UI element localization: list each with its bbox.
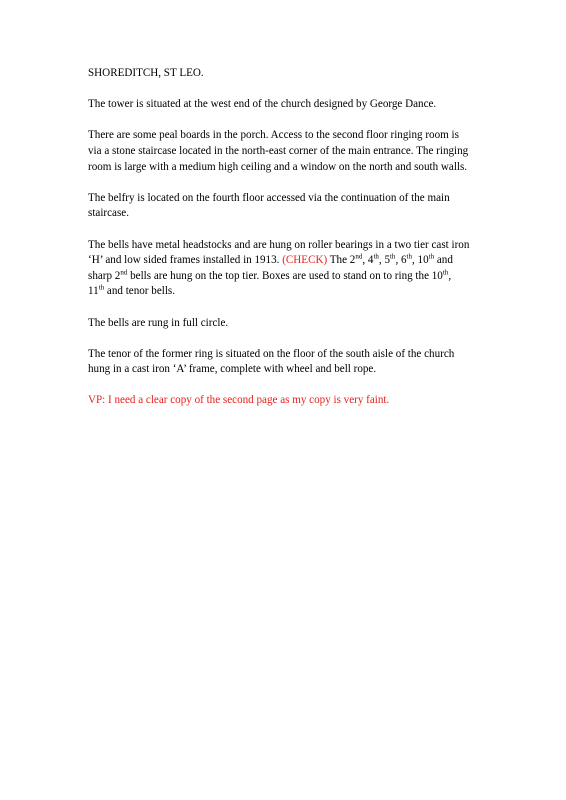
paragraph-line: room is large with a medium high ceiling and a window on the north and south walls. [88,160,468,173]
check-note: (CHECK) [282,254,328,267]
ordinal-suffix: th [442,268,449,277]
paragraph-bells-frames [88,238,488,300]
paragraph-text: bells are hung on the top tier. Boxes are used to stand on to ring the 10 [127,269,443,282]
document-body [88,66,488,425]
paragraph-former-tenor [88,347,488,378]
ordinal-suffix: nd [355,252,363,261]
paragraph-line: staircase. [88,207,129,220]
paragraph-text: and [434,254,453,267]
paragraph-full-circle [88,316,488,332]
paragraph-line: There are some peal boards in the porch. Access to the second floor ringing room is [88,129,459,142]
ordinal-suffix: nd [120,268,128,277]
paragraph-line: The belfry is located on the fourth floor accessed via the continuation of the main [88,191,450,204]
paragraph-line: via a stone staircase located in the north-east corner of the main entrance. The ringing [88,144,469,157]
paragraph-ringing-room [88,128,488,175]
document-title-text: SHOREDITCH, ST LEO. [88,67,204,79]
vp-note-text: VP: I need a clear copy of the second page as my copy is very faint. [88,394,390,407]
paragraph-text: ‘H’ and low sided frames installed in 1913. [88,254,283,267]
ordinal-suffix: th [406,252,412,261]
paragraph-line: The bells are rung in full circle. [88,316,229,329]
paragraph-text: The 2 [327,254,356,267]
vp-note [88,393,488,409]
ordinal-suffix: th [98,283,105,292]
paragraph-text: , 4 [362,254,374,267]
paragraph-line: The tenor of the former ring is situated on the floor of the south aisle of the church [88,347,455,360]
ordinal-suffix: th [373,252,379,261]
paragraph-text: sharp 2 [88,269,121,282]
paragraph-line: The bells have metal headstocks and are hung on roller bearings in a two tier cast iron [88,238,470,251]
document-title [88,66,488,82]
paragraph-tower-location [88,97,488,113]
paragraph-belfry [88,191,488,222]
paragraph-line: The tower is situated at the west end of the church designed by George Dance. [88,98,437,111]
paragraph-text: , 5 [378,254,390,267]
paragraph-text: , 6 [395,254,407,267]
ordinal-suffix: th [428,252,435,261]
ordinal-suffix: th [389,252,396,261]
paragraph-text: and tenor bells. [104,285,175,298]
paragraph-text: , 10 [411,254,429,267]
paragraph-text: , [448,269,452,282]
paragraph-text: 11 [88,285,99,298]
paragraph-line: hung in a cast iron ‘A’ frame, complete with wheel and bell rope. [88,363,377,376]
